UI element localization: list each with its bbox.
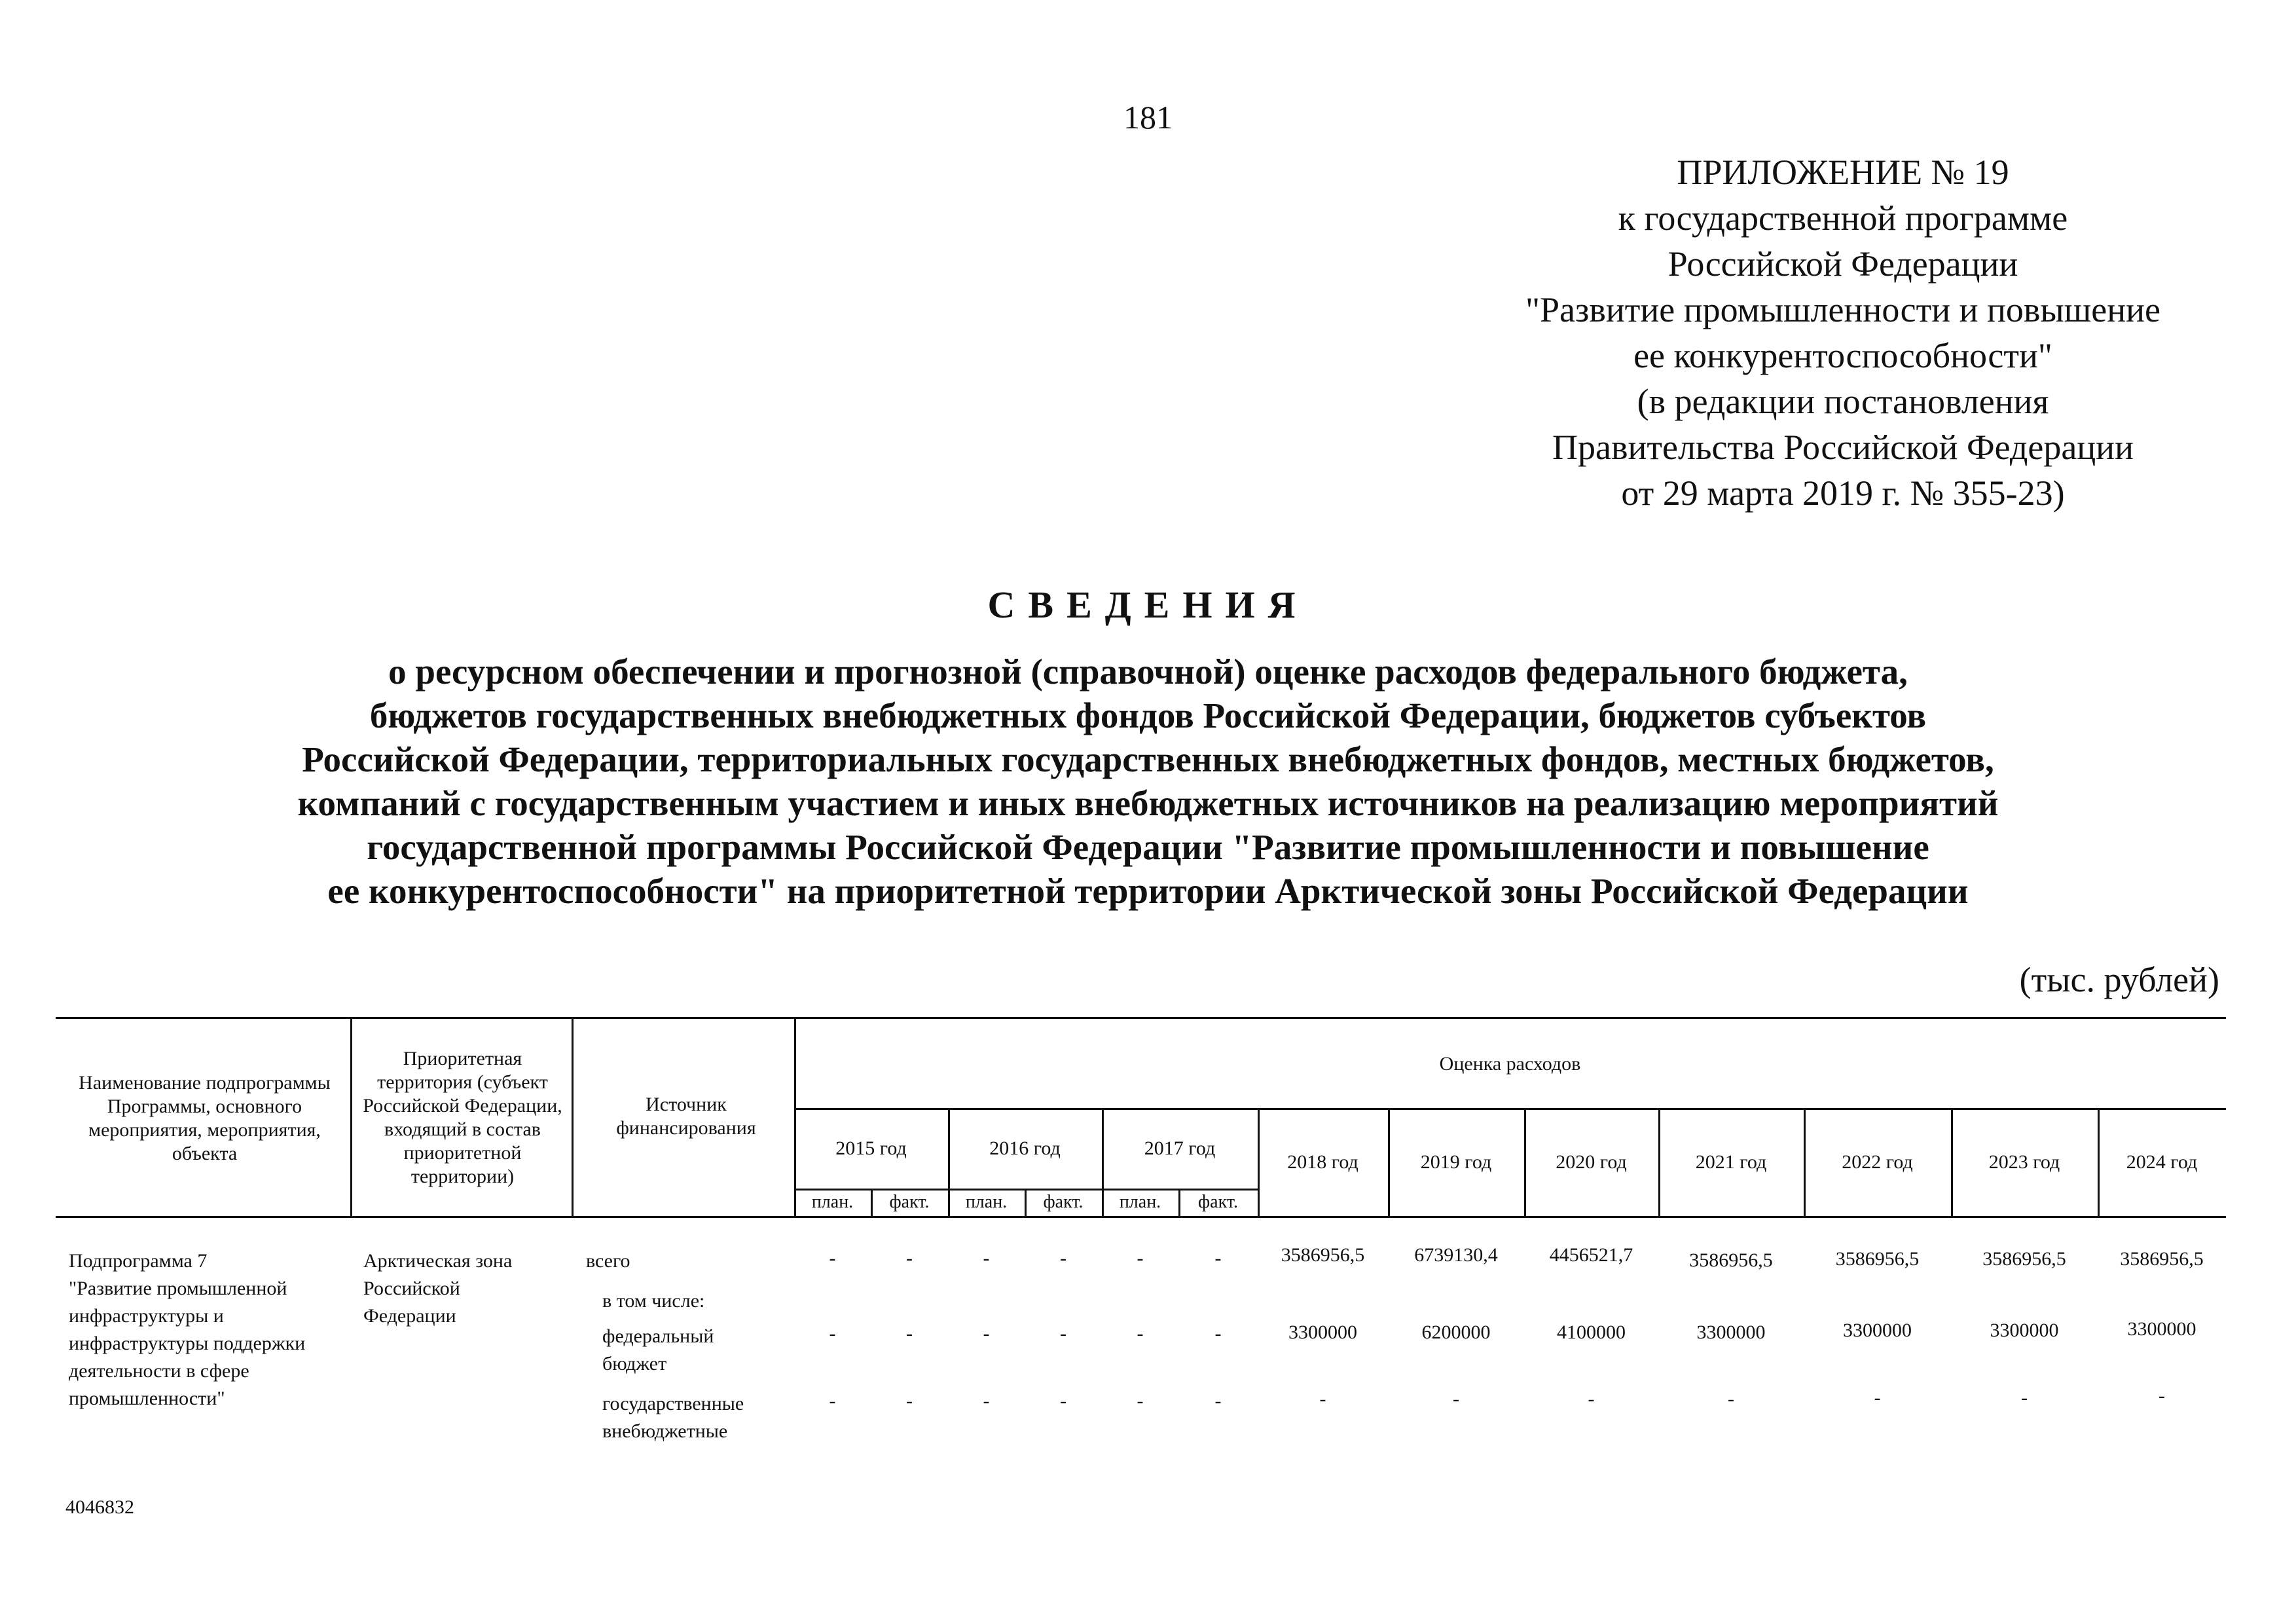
appendix-block: [1467, 149, 2219, 516]
value-total: 4456521,7: [1549, 1244, 1633, 1266]
table-col-divider: [350, 1017, 352, 1217]
value-federal: 3300000: [1288, 1321, 1357, 1343]
row-name-line: инфраструктуры и: [69, 1305, 224, 1327]
value-federal: -: [1060, 1323, 1066, 1344]
header-plan-2016: план.: [965, 1192, 1008, 1212]
appendix-line: ПРИЛОЖЕНИЕ № 19: [1677, 153, 2009, 192]
source-offbudget: государственные: [602, 1393, 744, 1414]
row-territory-line: Российской: [363, 1278, 460, 1299]
source-including: в том числе:: [602, 1290, 705, 1312]
header-fact-2015: факт.: [889, 1192, 930, 1212]
value-total: -: [829, 1247, 836, 1269]
row-name-line: "Развитие промышленной: [69, 1278, 287, 1299]
header-year-2019: 2019 год: [1420, 1151, 1492, 1173]
appendix-line: (в редакции постановления: [1637, 382, 2049, 421]
header-territory-column: Приоритетная территория (субъект Российской Федерации, входящий в состав приоритетной территории): [363, 1047, 562, 1187]
header-year-2021: 2021 год: [1695, 1151, 1767, 1173]
row-name-line: промышленности": [69, 1388, 225, 1409]
header-fact-2016: факт.: [1043, 1192, 1084, 1212]
value-total: -: [1214, 1247, 1222, 1269]
value-federal: -: [1137, 1323, 1144, 1344]
table-col-divider: [572, 1017, 574, 1217]
value-offbudget: -: [983, 1390, 990, 1412]
value-total: 3586956,5: [1835, 1248, 1920, 1270]
source-offbudget: внебюджетные: [602, 1420, 728, 1442]
value-total: -: [1137, 1247, 1144, 1269]
subtitle-line: компаний с государственным участием и иных внебюджетных источников на реализацию мероприятий: [297, 783, 1999, 823]
value-federal: 6200000: [1421, 1321, 1491, 1343]
value-total: 3586956,5: [1982, 1248, 2066, 1270]
header-plan-2017: план.: [1119, 1192, 1161, 1212]
value-federal: -: [1214, 1323, 1222, 1344]
value-offbudget: -: [2021, 1387, 2028, 1409]
row-name-line: Подпрограмма 7: [69, 1250, 208, 1272]
row-territory-line: Арктическая зона: [363, 1250, 513, 1272]
value-offbudget: -: [1588, 1388, 1595, 1410]
value-total: 6739130,4: [1414, 1244, 1498, 1266]
appendix-line: от 29 марта 2019 г. № 355-23): [1621, 473, 2065, 513]
value-offbudget: -: [1874, 1387, 1881, 1409]
appendix-line: Российской Федерации: [1667, 244, 2018, 284]
appendix-line: "Развитие промышленности и повышение: [1525, 290, 2161, 329]
header-fact-2017: факт.: [1198, 1192, 1238, 1212]
subtitle-line: Российской Федерации, территориальных государственных внебюджетных фондов, местных бюджетов,: [302, 739, 1994, 779]
subtitle-line: ее конкурентоспособности" на приоритетной территории Арктической зоны Российской Федерации: [327, 871, 1969, 911]
value-federal: 3300000: [1843, 1320, 1912, 1341]
row-territory-line: Федерации: [363, 1305, 456, 1327]
value-offbudget: -: [2159, 1385, 2165, 1407]
header-year-2018: 2018 год: [1287, 1151, 1358, 1173]
header-year-2023: 2023 год: [1988, 1151, 2060, 1173]
header-year-2016: 2016 год: [989, 1137, 1061, 1159]
value-federal: 4100000: [1557, 1321, 1626, 1343]
value-total: -: [906, 1247, 913, 1269]
header-year-2015: 2015 год: [835, 1137, 907, 1159]
value-offbudget: -: [1319, 1388, 1326, 1410]
header-plan-2015: план.: [811, 1192, 854, 1212]
header-year-2020: 2020 год: [1556, 1151, 1627, 1173]
units-label: (тыс. рублей): [2019, 960, 2219, 999]
value-offbudget: -: [1060, 1390, 1066, 1412]
document-code: 4046832: [65, 1496, 134, 1518]
header-name-column: Наименование подпрограммы Программы, основного мероприятия, мероприятия, объекта: [79, 1071, 331, 1164]
header-year-2024: 2024 год: [2126, 1151, 2198, 1173]
value-federal: -: [983, 1323, 990, 1344]
document-heading: СВЕДЕНИЯ: [987, 583, 1309, 626]
header-estimate-group: Оценка расходов: [1439, 1053, 1581, 1075]
appendix-line: ее конкурентоспособности": [1633, 336, 2052, 375]
source-total: всего: [586, 1250, 630, 1272]
value-total: 3586956,5: [1689, 1249, 1773, 1271]
row-name-line: деятельности в сфере: [69, 1360, 249, 1382]
header-year-2017: 2017 год: [1144, 1137, 1216, 1159]
header-year-2022: 2022 год: [1842, 1151, 1913, 1173]
value-offbudget: -: [1453, 1388, 1459, 1410]
value-offbudget: -: [906, 1390, 913, 1412]
value-federal: 3300000: [1990, 1320, 2059, 1341]
value-offbudget: -: [829, 1390, 836, 1412]
value-federal: -: [829, 1323, 836, 1344]
subtitle-line: бюджетов государственных внебюджетных фондов Российской Федерации, бюджетов субъектов: [369, 695, 1927, 735]
value-total: 3586956,5: [1281, 1244, 1365, 1266]
value-federal: 3300000: [2127, 1318, 2196, 1340]
header-source-column: Источник финансирования: [616, 1094, 756, 1139]
appendix-line: Правительства Российской Федерации: [1552, 428, 2134, 467]
source-federal: бюджет: [602, 1353, 667, 1375]
appendix-line: к государственной программе: [1618, 198, 2068, 238]
source-federal: федеральный: [602, 1325, 714, 1347]
value-federal: -: [906, 1323, 913, 1344]
value-offbudget: -: [1214, 1390, 1222, 1412]
value-offbudget: -: [1137, 1390, 1144, 1412]
page-number: 181: [1123, 99, 1173, 136]
subtitle-line: о ресурсном обеспечении и прогнозной (справочной) оценке расходов федерального бюджета,: [388, 652, 1908, 692]
table-rule-header-bottom: [56, 1216, 2226, 1218]
value-total: -: [983, 1247, 990, 1269]
document-subtitle: [0, 650, 2296, 913]
value-federal: 3300000: [1696, 1321, 1766, 1343]
value-total: -: [1060, 1247, 1066, 1269]
table-rule-top: [56, 1017, 2226, 1019]
row-name-line: инфраструктуры поддержки: [69, 1333, 306, 1354]
value-offbudget: -: [1728, 1388, 1734, 1410]
subtitle-line: государственной программы Российской Федерации "Развитие промышленности и повышение: [367, 827, 1929, 867]
value-total: 3586956,5: [2120, 1248, 2204, 1270]
